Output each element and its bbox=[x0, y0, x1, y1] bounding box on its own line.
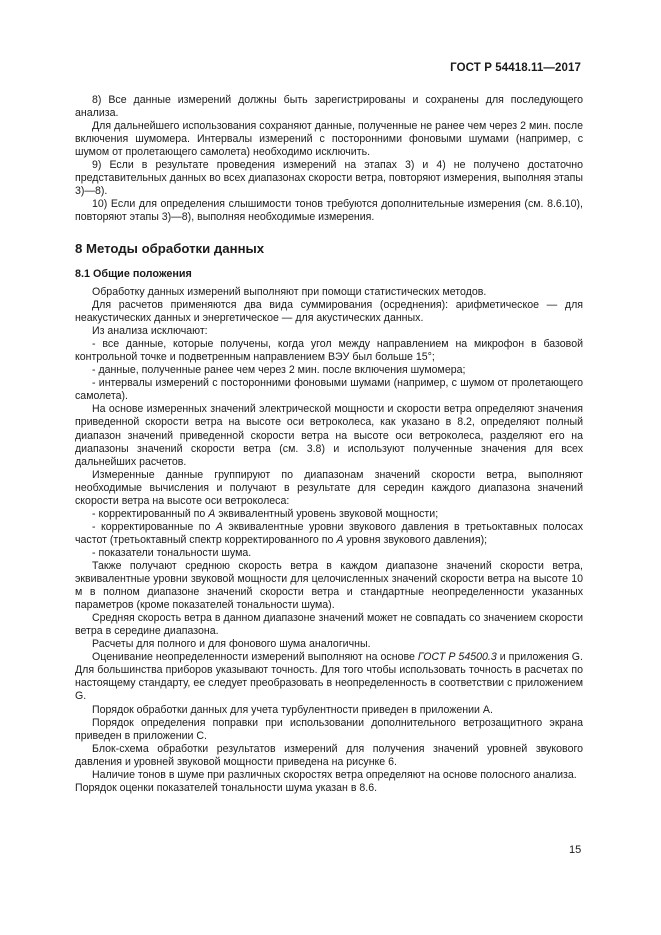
list-item: - интервалы измерений с посторонними фоновыми шумами (например, с шумом от пролетающего самолета). bbox=[75, 377, 583, 403]
paragraph: Порядок оценки показателей тональности шума указан в 8.6. bbox=[75, 781, 378, 794]
paragraph: Оценивание неопределенности измерений выполняют на основе ГОСТ Р 54500.3 и приложения G. Для большинства приборов указывают точность. Для того чтобы использовать точность в расчетах по настоящему стандарту, ее следует преобразовать в неопределенность в соответствии с приложением G. bbox=[75, 651, 583, 703]
paragraph: Для расчетов применяются два вида суммирования (осреднения): арифметическое — для неакустических данных и энергетическое — для акустических данных. bbox=[75, 299, 583, 325]
list-item: - данные, полученные ранее чем через 2 мин. после включения шумомера; bbox=[92, 364, 466, 377]
paragraph: Измеренные данные группируют по диапазонам значений скорости ветра, выполняют необходимые вычисления и получают в результате для середин каждого диапазона значений скорости ветра на высоте оси ветроколеса: bbox=[75, 468, 583, 507]
page-number: 15 bbox=[569, 844, 582, 856]
paragraph: Порядок определения поправки при использовании дополнительного ветрозащитного экрана приведен в приложении С. bbox=[75, 716, 583, 742]
paragraph: 8) Все данные измерений должны быть зарегистрированы и сохранены для последующего анализа. bbox=[75, 94, 583, 120]
paragraph: 9) Если в результате проведения измерений на этапах 3) и 4) не получено достаточно представительных данных во всех диапазонах скорости ветра, повторяют измерения, выполняя этапы 3)—8). bbox=[75, 159, 583, 198]
paragraph: Обработку данных измерений выполняют при помощи статистических методов. bbox=[92, 286, 487, 298]
list-item: - корректированный по А эквивалентный уровень звуковой мощности; bbox=[92, 507, 439, 520]
paragraph: Для дальнейшего использования сохраняют данные, полученные не ранее чем через 2 мин. после включения шумомера. Интервалы измерений с посторонними фоновыми шумами (например, с шумом от пролетающего самолета) необходимо исключить. bbox=[75, 120, 583, 159]
list-item: - показатели тональности шума. bbox=[92, 546, 252, 559]
paragraph: Блок-схема обработки результатов измерений для получения значений уровней звукового давления и уровней звуковой мощности приведена на рисунке 6. bbox=[75, 742, 583, 768]
paragraph: Наличие тонов в шуме при различных скоростях ветра определяют на основе полосного анализа. bbox=[92, 768, 577, 781]
list-item: - все данные, которые получены, когда угол между направлением на микрофон в базовой контрольной точке и подветренным направлением ВЭУ был больше 15°; bbox=[75, 338, 583, 364]
list-item: - корректированные по А эквивалентные уровни звукового давления в третьоктавных полосах частот (третьоктавный спектр корректированного по А уровня звукового давления); bbox=[75, 520, 583, 546]
document-header: ГОСТ Р 54418.11—2017 bbox=[450, 62, 581, 74]
paragraph: 10) Если для определения слышимости тонов требуются дополнительные измерения (см. 8.6.10), повторяют этапы 3)—8), выполняя необходимые измерения. bbox=[75, 198, 583, 224]
section-body bbox=[75, 286, 583, 795]
section-heading: 8 Методы обработки данных bbox=[75, 241, 265, 256]
paragraph: Из анализа исключают: bbox=[92, 325, 208, 338]
measurement-steps bbox=[75, 94, 583, 224]
paragraph: На основе измеренных значений электрической мощности и скорости ветра определяют значения приведенной скорости ветра на высоте оси ветроколеса, как указано в 8.2, определяют полный диапазон значений приведенной скорости ветра на высоте оси ветроколеса, разделяют его на диапазоны значений скорости ветра (см. 3.8) и используют полученные значения для всех дальнейших расчетов. bbox=[75, 403, 583, 468]
paragraph: Порядок обработки данных для учета турбулентности приведен в приложении А. bbox=[92, 703, 493, 716]
paragraph: Также получают среднюю скорость ветра в каждом диапазоне значений скорости ветра, эквивалентные уровни звуковой мощности для целочисленных значений скорости ветра на высоте 10 м в полном диапазоне значений скорости ветра и стандартные неопределенности указанных параметров (кроме показателей тональности шума). bbox=[75, 559, 583, 612]
standard-reference: ГОСТ Р 54500.3 bbox=[417, 651, 497, 664]
paragraph: Средняя скорость ветра в данном диапазоне значений может не совпадать со значением скорости ветра в середине диапазона. bbox=[75, 612, 583, 638]
paragraph: Расчеты для полного и для фонового шума аналогичны. bbox=[92, 638, 371, 651]
subsection-heading: 8.1 Общие положения bbox=[75, 268, 192, 280]
